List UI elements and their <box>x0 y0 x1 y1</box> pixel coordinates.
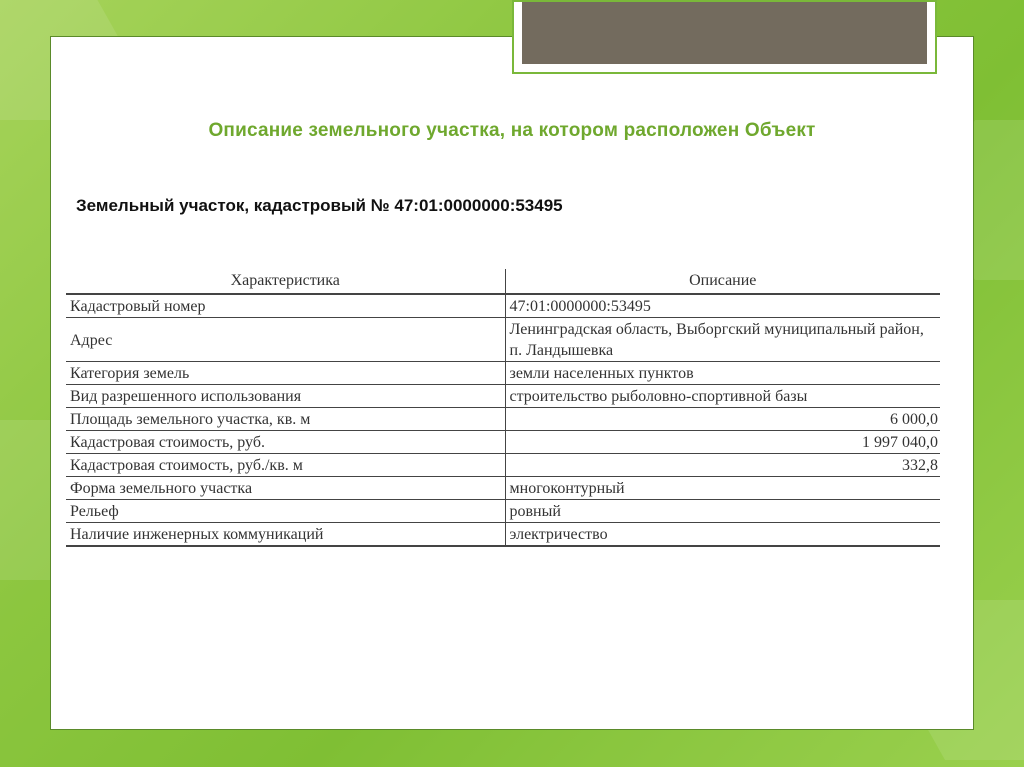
row-label: Наличие инженерных коммуникаций <box>66 523 505 547</box>
slide-heading: Описание земельного участка, на котором расположен Объект <box>208 120 816 141</box>
row-label: Кадастровая стоимость, руб. <box>66 431 505 454</box>
row-value: строительство рыболовно-спортивной базы <box>505 385 940 408</box>
row-label: Категория земель <box>66 362 505 385</box>
table-header-row <box>66 269 940 294</box>
header-characteristic: Характеристика <box>66 269 505 294</box>
row-label: Площадь земельного участка, кв. м <box>66 408 505 431</box>
plot-subheading: Земельный участок, кадастровый № 47:01:0000000:53495 <box>76 196 563 215</box>
row-label: Вид разрешенного использования <box>66 385 505 408</box>
row-value: многоконтурный <box>505 477 940 500</box>
row-value: 1 997 040,0 <box>505 431 940 454</box>
row-label: Адрес <box>66 318 505 362</box>
table-row <box>66 408 940 431</box>
table-row <box>66 500 940 523</box>
title-placeholder <box>512 0 937 74</box>
row-value: электричество <box>505 523 940 547</box>
table-row <box>66 431 940 454</box>
title-placeholder-fill <box>522 2 927 64</box>
table-row <box>66 523 940 547</box>
row-value: 47:01:0000000:53495 <box>505 294 940 318</box>
header-description: Описание <box>505 269 940 294</box>
table-row <box>66 294 940 318</box>
table-row <box>66 362 940 385</box>
row-label: Форма земельного участка <box>66 477 505 500</box>
row-value: 332,8 <box>505 454 940 477</box>
row-value: земли населенных пунктов <box>505 362 940 385</box>
table-row <box>66 318 940 362</box>
table-row <box>66 477 940 500</box>
row-value: ровный <box>505 500 940 523</box>
table-row <box>66 454 940 477</box>
row-value: 6 000,0 <box>505 408 940 431</box>
row-value: Ленинградская область, Выборгский муниципальный район, п. Ландышевка <box>505 318 940 362</box>
table-row <box>66 385 940 408</box>
characteristics-table <box>66 269 940 547</box>
row-label: Рельеф <box>66 500 505 523</box>
row-label: Кадастровая стоимость, руб./кв. м <box>66 454 505 477</box>
row-label: Кадастровый номер <box>66 294 505 318</box>
